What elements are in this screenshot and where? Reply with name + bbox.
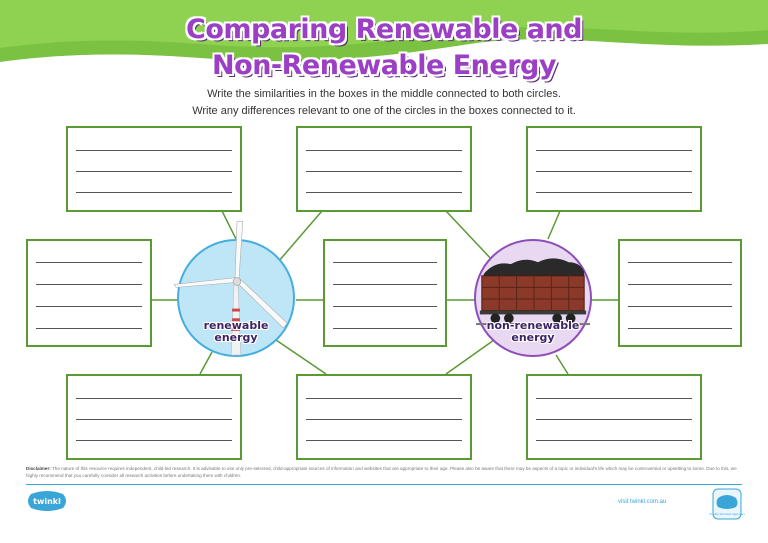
writing-line xyxy=(628,262,732,263)
writing-line xyxy=(76,440,232,441)
writing-line xyxy=(333,306,437,307)
twinkl-logo-text: twinkl xyxy=(33,497,61,506)
writing-line xyxy=(628,284,732,285)
non-renewable-label xyxy=(476,320,590,344)
writing-line xyxy=(536,398,692,399)
writing-line xyxy=(536,150,692,151)
twinkl-logo xyxy=(26,490,68,512)
writing-line xyxy=(36,284,142,285)
renewable-label xyxy=(179,320,293,344)
page-title-line-2: Non-Renewable Energy xyxy=(212,50,556,81)
writing-line xyxy=(76,171,232,172)
renewable-box-top[interactable] xyxy=(66,126,242,212)
writing-line xyxy=(333,328,437,329)
writing-line xyxy=(76,150,232,151)
renewable-box-bottom[interactable] xyxy=(66,374,242,460)
writing-line xyxy=(628,328,732,329)
writing-line xyxy=(36,306,142,307)
renewable-box-left[interactable] xyxy=(26,239,152,347)
badge-text: Quality Standard Approved xyxy=(709,513,745,516)
writing-line xyxy=(306,440,462,441)
non-renewable-box-right[interactable] xyxy=(618,239,742,347)
instruction-similarities: Write the similarities in the boxes in the middle connected to both circles. xyxy=(207,88,561,100)
footer-divider xyxy=(26,484,742,485)
disclaimer-text xyxy=(26,465,744,479)
similarity-box-middle[interactable] xyxy=(323,239,447,347)
similarity-box-bottom[interactable] xyxy=(296,374,472,460)
disclaimer-label: Disclaimer: xyxy=(26,466,51,471)
writing-line xyxy=(333,262,437,263)
renewable-label-line-1: renewable xyxy=(203,319,269,332)
writing-line xyxy=(306,398,462,399)
non-renewable-energy-circle xyxy=(474,239,592,357)
renewable-label-line-2: energy xyxy=(214,331,258,344)
non-renewable-box-top[interactable] xyxy=(526,126,702,212)
non-renewable-box-bottom[interactable] xyxy=(526,374,702,460)
writing-line xyxy=(76,419,232,420)
renewable-energy-circle xyxy=(177,239,295,357)
writing-line xyxy=(76,192,232,193)
page-title-line-1: Comparing Renewable and xyxy=(186,14,582,45)
writing-line xyxy=(76,398,232,399)
writing-line xyxy=(306,192,462,193)
writing-line xyxy=(628,306,732,307)
writing-line xyxy=(333,284,437,285)
writing-line xyxy=(306,419,462,420)
quality-standard-badge-icon xyxy=(709,488,745,520)
non-renewable-label-line-1: non-renewable xyxy=(486,319,580,332)
writing-line xyxy=(36,262,142,263)
non-renewable-label-line-2: energy xyxy=(511,331,555,344)
writing-line xyxy=(536,171,692,172)
writing-line xyxy=(36,328,142,329)
instruction-differences: Write any differences relevant to one of the circles in the boxes connected to it. xyxy=(192,105,576,117)
writing-line xyxy=(536,192,692,193)
writing-line xyxy=(306,150,462,151)
writing-line xyxy=(536,440,692,441)
writing-line xyxy=(306,171,462,172)
visit-twinkl-link[interactable]: visit twinkl.com.au xyxy=(618,499,667,505)
similarity-box-top[interactable] xyxy=(296,126,472,212)
disclaimer-body: The nature of this resource requires independent, child-led research. It is advisable to use only pre-selected, child-appropriate sources of information and websites that are appropriate to their age. Please also be aware that there may be aspects of a topic or individual's life which may be controversial or upsetting to some. Due to this, we highly recommend that you carefully consider all research activities before undertaking them with children. xyxy=(26,466,737,478)
writing-line xyxy=(536,419,692,420)
